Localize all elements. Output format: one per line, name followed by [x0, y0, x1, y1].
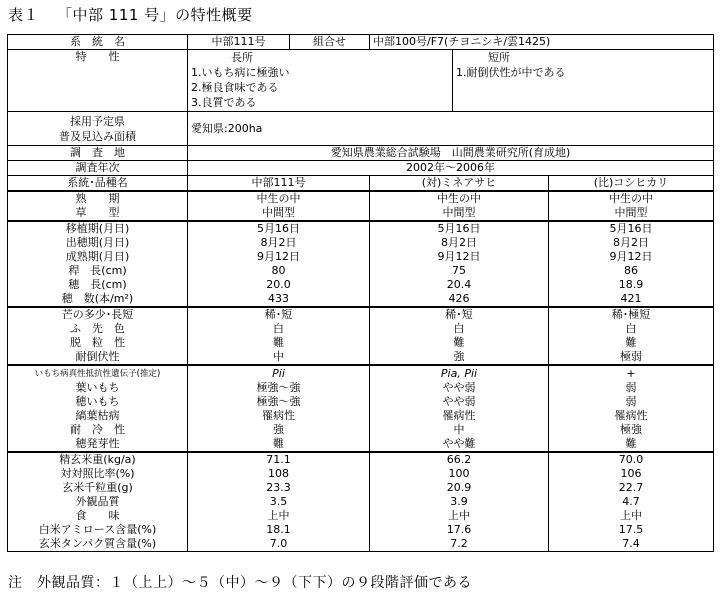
- value-cell: [188, 481, 370, 495]
- table-row: [8, 191, 714, 206]
- value-cell: [188, 250, 370, 264]
- row-label: 縞葉枯病: [75, 409, 120, 422]
- row-label-cell: [8, 395, 188, 409]
- value-cell: [549, 381, 714, 395]
- adopt-label-line-2: 普及見込み面積: [59, 129, 136, 143]
- cell-value: 106: [620, 467, 642, 480]
- cell-value: 80: [271, 264, 286, 277]
- value-cell: [549, 350, 714, 365]
- table-row: [8, 437, 714, 452]
- value-cell: [549, 409, 714, 423]
- value-cell: [549, 452, 714, 467]
- cell-value: 罹病性: [262, 409, 295, 422]
- value-cell: [188, 307, 370, 322]
- value-cell: [188, 409, 370, 423]
- cell-value: 9月12日: [609, 250, 653, 263]
- value-cell: [549, 191, 714, 206]
- row-label-cell: [8, 452, 188, 467]
- cell-value: 稀･短: [264, 308, 293, 321]
- cell-value: 20.4: [446, 278, 472, 291]
- value-cell: [370, 467, 549, 481]
- row-label-cell: [8, 322, 188, 336]
- cons-item-1: 1.耐倒伏性が中である: [456, 66, 566, 79]
- row-label: 穂いもち: [75, 395, 120, 408]
- row-label: 葉いもち: [75, 381, 120, 394]
- cell-value: 9月12日: [257, 250, 300, 263]
- value-cell: [188, 236, 370, 250]
- value-cell: [370, 264, 549, 278]
- table-row: [8, 221, 714, 236]
- cell-value: 弱: [625, 395, 637, 408]
- row-label-cell: [8, 336, 188, 350]
- row-label: 芒の多少･長短: [61, 308, 134, 321]
- value-cell: [370, 395, 549, 409]
- value-cell: [549, 467, 714, 481]
- value-cell: [188, 381, 370, 395]
- value-cell: [370, 409, 549, 423]
- cell-value: 稀･短: [445, 308, 473, 321]
- pros-header: 長所: [231, 51, 253, 64]
- table-row: [8, 452, 714, 467]
- cross-value: 中部100号/F7(チヨニシキ/雲1425): [370, 35, 714, 50]
- table-row: [8, 250, 714, 264]
- adopt-value: 愛知県:200ha: [188, 112, 714, 146]
- value-cell: [549, 509, 714, 523]
- row-label-cell: [8, 350, 188, 365]
- table-row: [8, 236, 714, 250]
- adopt-label: [8, 112, 188, 146]
- cell-value: 3.9: [450, 495, 468, 508]
- variety-header-1: 中部111号: [188, 176, 370, 192]
- row-label-cell: [8, 523, 188, 537]
- row-label: 穂発芽性: [75, 437, 120, 450]
- table-row: [8, 523, 714, 537]
- value-cell: [549, 523, 714, 537]
- value-cell: [188, 467, 370, 481]
- table-row: [8, 537, 714, 552]
- row-label: 玄米千粒重(g): [62, 481, 133, 494]
- cell-value: 極強～強: [256, 395, 301, 408]
- years-value: 2002年～2006年: [188, 161, 714, 176]
- cell-value: 難: [625, 336, 637, 349]
- cell-value: 難: [273, 336, 284, 349]
- cell-value: 強: [273, 423, 284, 436]
- cell-value: 421: [620, 292, 642, 305]
- row-label: 脱 粒 性: [70, 336, 125, 349]
- value-cell: [370, 350, 549, 365]
- cell-value: やや難: [442, 437, 476, 450]
- value-cell: [370, 365, 549, 381]
- value-cell: [188, 423, 370, 437]
- cell-value: 22.7: [618, 481, 644, 494]
- row-label: 熟 期: [75, 192, 120, 205]
- cell-value: やや弱: [442, 381, 476, 394]
- table-row: [8, 264, 714, 278]
- value-cell: [188, 278, 370, 292]
- cell-value: 中間型: [442, 206, 476, 219]
- value-cell: [549, 206, 714, 221]
- row-label: 外観品質: [75, 495, 120, 508]
- cell-value: 100: [448, 467, 470, 480]
- row-label-cell: [8, 307, 188, 322]
- value-cell: [370, 336, 549, 350]
- value-cell: [549, 307, 714, 322]
- value-cell: [188, 206, 370, 221]
- value-cell: [549, 481, 714, 495]
- value-cell: [370, 523, 549, 537]
- value-cell: [188, 495, 370, 509]
- value-cell: [549, 278, 714, 292]
- value-cell: [370, 191, 549, 206]
- line-name-value: 中部111号: [188, 35, 290, 50]
- cell-value: 17.6: [446, 523, 472, 536]
- characteristics-table: [7, 34, 714, 552]
- cell-value: 難: [273, 437, 284, 450]
- cell-value: 108: [268, 467, 289, 480]
- value-cell: [188, 365, 370, 381]
- cell-value: 中生の中: [609, 192, 653, 205]
- cell-value: 9月12日: [437, 250, 481, 263]
- cell-value: 23.3: [266, 481, 291, 494]
- table-row: [8, 307, 714, 322]
- table-title: [8, 4, 253, 25]
- cell-value: 70.0: [618, 453, 644, 466]
- cell-value: 白: [453, 322, 465, 335]
- row-label: ふ 先 色: [70, 322, 125, 335]
- row-label: 穂 数(本/m²): [61, 292, 134, 305]
- table-caption: 「中部 111 号」の特性概要: [57, 6, 253, 24]
- value-cell: [549, 322, 714, 336]
- table-row: [8, 336, 714, 350]
- cell-value: 上中: [267, 509, 290, 522]
- pros-item-2: 2.極良食味である: [191, 81, 279, 94]
- cell-value: 極強～強: [256, 381, 301, 394]
- value-cell: [370, 481, 549, 495]
- table-row: [8, 509, 714, 523]
- cell-value: 罹病性: [614, 409, 648, 422]
- cell-value: 白: [273, 322, 284, 335]
- row-label: 出穂期(月日): [65, 236, 130, 249]
- cell-value: 426: [448, 292, 470, 305]
- cell-value: 極弱: [620, 350, 642, 363]
- row-label: 対対照比率(%): [60, 467, 135, 480]
- cell-value: 中: [273, 350, 284, 363]
- cell-value: 20.9: [446, 481, 472, 494]
- variety-header-2: (対)ミネアサヒ: [370, 176, 549, 192]
- value-cell: [549, 336, 714, 350]
- row-label-cell: [8, 423, 188, 437]
- value-cell: [188, 395, 370, 409]
- value-cell: [188, 336, 370, 350]
- table-row: [8, 495, 714, 509]
- cell-value: 71.1: [266, 453, 291, 466]
- row-label: 成熟期(月日): [65, 250, 130, 263]
- row-label-cell: [8, 206, 188, 221]
- value-cell: [188, 292, 370, 307]
- cell-value: 難: [625, 437, 637, 450]
- cell-value: 上中: [620, 509, 642, 522]
- value-cell: [549, 365, 714, 381]
- row-label: 移植期(月日): [65, 222, 130, 235]
- table-row: [8, 322, 714, 336]
- value-cell: [188, 221, 370, 236]
- table-row: [8, 292, 714, 307]
- table-row: [8, 481, 714, 495]
- traits-label: 特 性: [8, 50, 188, 112]
- value-cell: [188, 537, 370, 552]
- row-label-cell: [8, 236, 188, 250]
- table-row: [8, 395, 714, 409]
- site-label: 調 査 地: [8, 146, 188, 161]
- value-cell: [370, 423, 549, 437]
- row-label-cell: [8, 292, 188, 307]
- value-cell: [188, 523, 370, 537]
- cell-value: 罹病性: [442, 409, 476, 422]
- footnote: 注 外観品質：１（上上）～５（中）～９（下下）の９段階評価である: [8, 575, 472, 591]
- value-cell: [549, 250, 714, 264]
- data-rows: [8, 191, 714, 552]
- value-cell: [370, 307, 549, 322]
- cell-value: 75: [452, 264, 466, 277]
- row-label: 耐倒伏性: [75, 350, 120, 363]
- value-cell: [370, 437, 549, 452]
- pros-cell: [188, 50, 453, 112]
- cross-label: 組合せ: [290, 35, 370, 50]
- row-label-cell: [8, 437, 188, 452]
- adopt-label-line-1: 採用予定県: [70, 114, 125, 128]
- value-cell: [549, 395, 714, 409]
- value-cell: [549, 495, 714, 509]
- row-label: 耐 冷 性: [70, 423, 125, 436]
- cell-value: 弱: [625, 381, 637, 394]
- value-cell: [188, 437, 370, 452]
- row-label-cell: [8, 221, 188, 236]
- cell-value: 66.2: [446, 453, 472, 466]
- cell-value: 17.5: [618, 523, 644, 536]
- value-cell: [188, 509, 370, 523]
- cons-header: 短所: [488, 51, 510, 64]
- row-label: 食 味: [75, 509, 120, 522]
- cell-value: 5月16日: [437, 222, 481, 235]
- value-cell: [370, 452, 549, 467]
- row-label-cell: [8, 537, 188, 552]
- cell-value: +: [626, 366, 636, 380]
- cell-value: 難: [453, 336, 465, 349]
- table-row: [8, 467, 714, 481]
- row-label: 白米アミロース含量(%): [38, 523, 157, 536]
- value-cell: [188, 452, 370, 467]
- cell-value: 4.7: [622, 495, 640, 508]
- cell-value: 433: [268, 292, 289, 305]
- row-label-cell: [8, 509, 188, 523]
- cell-value: やや弱: [442, 395, 476, 408]
- cell-value: 中生の中: [256, 192, 301, 205]
- cons-cell: [453, 50, 714, 112]
- value-cell: [188, 322, 370, 336]
- row-label-cell: [8, 250, 188, 264]
- value-cell: [370, 236, 549, 250]
- cell-value: 白: [625, 322, 637, 335]
- cell-value: 18.1: [266, 523, 291, 536]
- variety-header-3: (比)コシヒカリ: [549, 176, 714, 192]
- cell-value: 7.0: [269, 537, 288, 550]
- row-label-cell: [8, 191, 188, 206]
- value-cell: [370, 509, 549, 523]
- row-label: 草 型: [75, 206, 120, 219]
- cell-value: 18.9: [618, 278, 644, 291]
- cell-value: 86: [624, 264, 638, 277]
- cell-value: 5月16日: [609, 222, 653, 235]
- cell-value: 3.5: [269, 495, 288, 508]
- row-label-cell: [8, 365, 188, 381]
- value-cell: [549, 537, 714, 552]
- cell-value: 8月2日: [260, 236, 297, 249]
- cell-value: 7.4: [622, 537, 640, 550]
- row-label: いもち病真性抵抗性遺伝子(推定): [34, 369, 161, 379]
- value-cell: [549, 437, 714, 452]
- cell-value: 中間型: [614, 206, 648, 219]
- cell-value: 中間型: [262, 206, 295, 219]
- pros-item-3: 3.良質である: [191, 96, 257, 109]
- value-cell: [549, 292, 714, 307]
- row-label: 精玄米重(kg/a): [59, 453, 136, 466]
- cell-value: 5月16日: [257, 222, 300, 235]
- value-cell: [370, 495, 549, 509]
- cell-value: 8月2日: [613, 236, 649, 249]
- value-cell: [370, 537, 549, 552]
- value-cell: [370, 381, 549, 395]
- cell-value: Pia, Pii: [440, 366, 478, 380]
- row-label-cell: [8, 409, 188, 423]
- row-label-cell: [8, 381, 188, 395]
- row-label-cell: [8, 495, 188, 509]
- site-value: 愛知県農業総合試験場 山間農業研究所(育成地): [188, 146, 714, 161]
- cell-value: Pii: [272, 366, 285, 380]
- row-label: 玄米タンパク質含量(%): [38, 537, 157, 550]
- row-label-cell: [8, 467, 188, 481]
- row-label-cell: [8, 264, 188, 278]
- table-row: [8, 423, 714, 437]
- cell-value: 20.0: [266, 278, 291, 291]
- cell-value: 強: [453, 350, 465, 363]
- table-row: [8, 206, 714, 221]
- value-cell: [549, 221, 714, 236]
- years-label: 調査年次: [8, 161, 188, 176]
- cell-value: 8月2日: [441, 236, 477, 249]
- table-row: [8, 365, 714, 381]
- value-cell: [549, 423, 714, 437]
- table-row: [8, 278, 714, 292]
- table-row: [8, 409, 714, 423]
- cell-value: 上中: [448, 509, 470, 522]
- table-row: [8, 350, 714, 365]
- row-label-cell: [8, 481, 188, 495]
- cell-value: 極強: [620, 423, 642, 436]
- line-name-label: 系 統 名: [8, 35, 188, 50]
- variety-header-label: 系統･品種名: [8, 176, 188, 192]
- value-cell: [549, 264, 714, 278]
- value-cell: [370, 322, 549, 336]
- value-cell: [370, 221, 549, 236]
- cell-value: 中: [453, 423, 465, 436]
- cell-value: 7.2: [450, 537, 468, 550]
- value-cell: [188, 191, 370, 206]
- cell-value: 稀･極短: [611, 308, 651, 321]
- value-cell: [370, 206, 549, 221]
- table-row: [8, 381, 714, 395]
- value-cell: [188, 264, 370, 278]
- value-cell: [370, 292, 549, 307]
- row-label: 稈 長(cm): [68, 264, 127, 277]
- value-cell: [188, 350, 370, 365]
- value-cell: [370, 278, 549, 292]
- value-cell: [370, 250, 549, 264]
- row-label: 穂 長(cm): [68, 278, 127, 291]
- table-number: 表１: [8, 6, 40, 24]
- value-cell: [549, 236, 714, 250]
- pros-item-1: 1.いもち病に極強い: [191, 66, 290, 79]
- cell-value: 中生の中: [437, 192, 481, 205]
- row-label-cell: [8, 278, 188, 292]
